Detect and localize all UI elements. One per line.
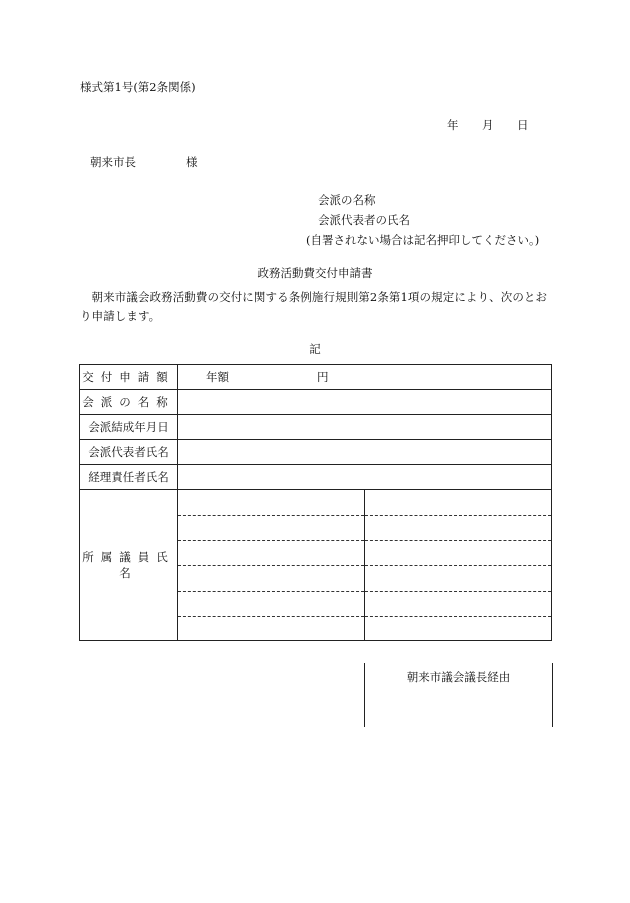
applicant-block bbox=[306, 194, 539, 254]
member-entry-line[interactable] bbox=[365, 565, 551, 590]
representative-field[interactable] bbox=[178, 440, 552, 465]
addressee-name: 朝来市長 bbox=[90, 155, 136, 169]
member-entry-line[interactable] bbox=[365, 515, 551, 540]
day-label: 日 bbox=[517, 118, 529, 132]
yen-unit-label: 円 bbox=[317, 370, 329, 384]
month-label: 月 bbox=[482, 118, 494, 132]
member-entry-line[interactable] bbox=[365, 591, 551, 616]
faction-name-label: 会派の名称 bbox=[318, 193, 376, 207]
member-entry-line[interactable] bbox=[178, 515, 364, 540]
form-number: 様式第1号(第2条関係) bbox=[80, 80, 196, 94]
row-label-formation-date: 会派結成年月日 bbox=[80, 415, 178, 440]
formation-date-field[interactable] bbox=[178, 415, 552, 440]
document-body: 朝来市議会政務活動費の交付に関する条例施行規則第2条第1項の規定により、次のとおり申請します。 bbox=[80, 290, 548, 323]
member-entry-line[interactable] bbox=[178, 540, 364, 565]
member-entry-line[interactable] bbox=[178, 616, 364, 640]
chairman-route-box bbox=[364, 663, 553, 727]
row-label-amount: 交付申請額 bbox=[80, 365, 178, 390]
table-row bbox=[80, 365, 552, 390]
table-row bbox=[80, 465, 552, 490]
row-label-accounting-manager: 経理責任者氏名 bbox=[80, 465, 178, 490]
amount-field[interactable] bbox=[178, 365, 552, 390]
member-entry-line[interactable] bbox=[178, 565, 364, 590]
table-row bbox=[80, 390, 552, 415]
date-line bbox=[447, 119, 529, 133]
table-row bbox=[80, 415, 552, 440]
year-amount-label: 年額 bbox=[206, 370, 229, 384]
addressee bbox=[90, 156, 198, 170]
seal-note: (自署されない場合は記名押印してください。) bbox=[306, 233, 540, 247]
representative-label: 会派代表者の氏名 bbox=[318, 213, 410, 227]
member-entry-line[interactable] bbox=[365, 616, 551, 640]
document-title: 政務活動費交付申請書 bbox=[257, 266, 373, 280]
members-column-right bbox=[364, 490, 551, 640]
member-entry-line[interactable] bbox=[365, 540, 551, 565]
members-column-left bbox=[178, 490, 364, 640]
route-label: 朝来市議会議長経由 bbox=[406, 670, 511, 684]
ki-marker: 記 bbox=[309, 342, 321, 356]
member-entry-line[interactable] bbox=[178, 591, 364, 616]
table-row bbox=[80, 440, 552, 465]
table-row bbox=[80, 490, 552, 641]
application-table bbox=[79, 364, 552, 641]
row-label-members: 所属議員氏名 bbox=[80, 490, 178, 641]
accounting-manager-field[interactable] bbox=[178, 465, 552, 490]
row-label-representative: 会派代表者氏名 bbox=[80, 440, 178, 465]
row-label-faction-name: 会派の名称 bbox=[80, 390, 178, 415]
year-label: 年 bbox=[447, 118, 459, 132]
addressee-honorific: 様 bbox=[186, 155, 198, 169]
members-field bbox=[178, 490, 552, 641]
faction-name-field[interactable] bbox=[178, 390, 552, 415]
